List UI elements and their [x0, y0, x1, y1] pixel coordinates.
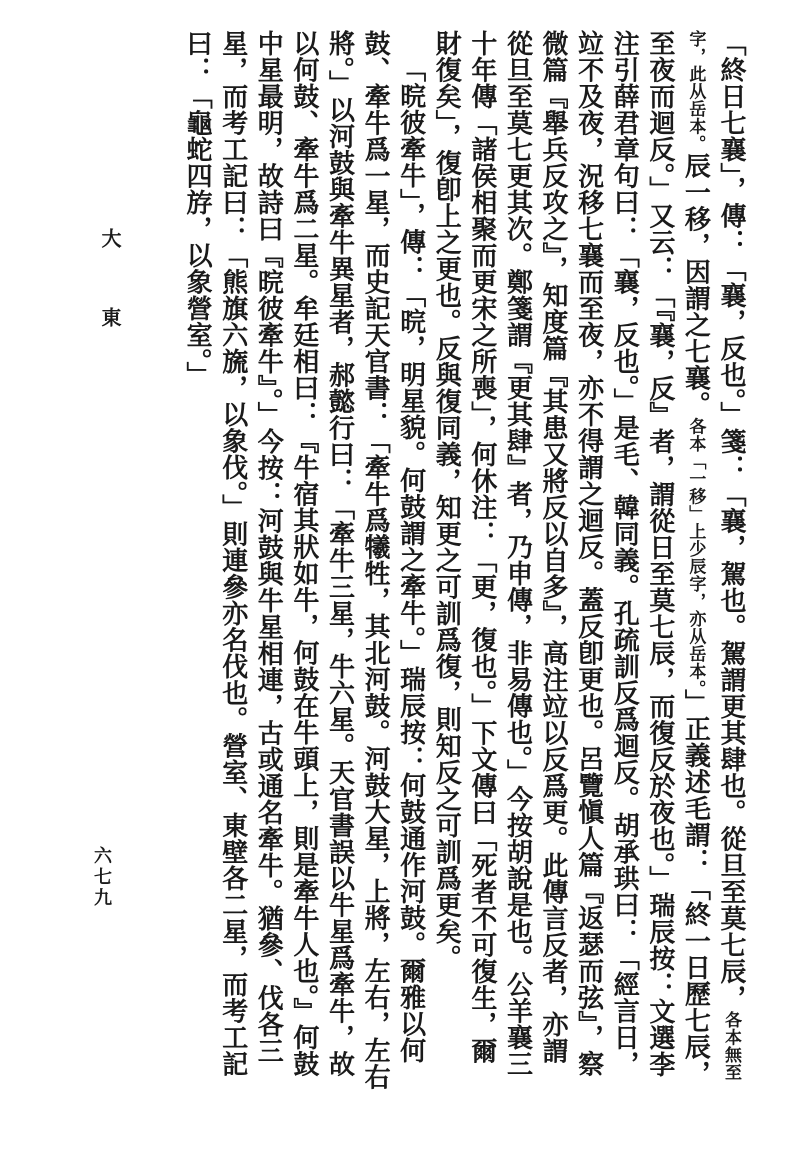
- paragraph-1-note-2: 各本「一移」上少辰字，亦从岳本。: [685, 417, 706, 689]
- running-head: 大 東: [98, 228, 122, 353]
- paragraph-1-text-c: 」正義述毛謂：「終一日歷七辰，至夜而迴反。」又云：「『襄，反』者，謂從日至莫七辰，而復反於夜也。」瑞辰按：文選李注引薛君章句曰：「襄，反也。」是毛、韓同義。孔疏訓反爲迴反。胡承珙曰：「經言日，竝不及夜，況移七襄而至夜，亦不得謂之迴反。蓋反卽更也。呂覽愼人篇『返瑟而弦』，察微篇『舉兵反攻之』，知度篇『其患又將反以自多』，高注竝以反爲更。此傳言反者，亦謂從旦至莫七更其次。鄭箋謂『更其肆』者，乃申傳，非易傳也。」今按胡說是也。公羊襄三十年傳「諸侯相聚而更宋之所喪」，何休注：「更，復也。」下文傳曰「死者不可復生，爾財復矣」，復卽上之更也。反與復同義，知更之可訓爲復，則知反之可訓爲更矣。: [431, 30, 711, 1087]
- paragraph-2: [179, 30, 428, 1090]
- paragraph-1-note-1: 各本無至字，此从岳本。: [685, 30, 741, 1081]
- paragraph-1-text-b: 辰一移，因謂之七襄。: [680, 152, 711, 418]
- paragraph-2-text: 「晥彼牽牛」，傳：「晥，明星貌。何鼓謂之牽牛。」瑞辰按：何鼓通作河鼓。爾雅以何鼓、牽牛爲一星，而史記天官書：「牽牛爲犧牲，其北河鼓。河鼓大星，上將，左右，左右將。」以河鼓與牽牛異星者，郝懿行曰：「牽牛三星，牛六星。天官書誤以牛星爲牽牛，故以何鼓、牽牛爲二星。牟廷相曰：『牛宿其狀如牛，何鼓在牛頭上，則是牽牛人也。』何鼓中星最明，故詩曰『晥彼牽牛』。」今按：河鼓與牛星相連，古或通名牽牛。猶參、伐各三星，而考工記曰：「熊旗六旒，以象伐。」則連參亦名伐也。營室、東壁各二星，而考工記曰：「龜蛇四斿，以象營室。」: [182, 30, 426, 1090]
- paragraph-1-text-a: 「終日七襄」，傳：「襄，反也。」箋：「襄，駕也。駕謂更其肆也。從旦至莫七辰，: [716, 30, 746, 1011]
- main-text: [128, 30, 748, 1090]
- page-number: 六七九: [91, 846, 112, 909]
- paragraph-1: [428, 30, 748, 1090]
